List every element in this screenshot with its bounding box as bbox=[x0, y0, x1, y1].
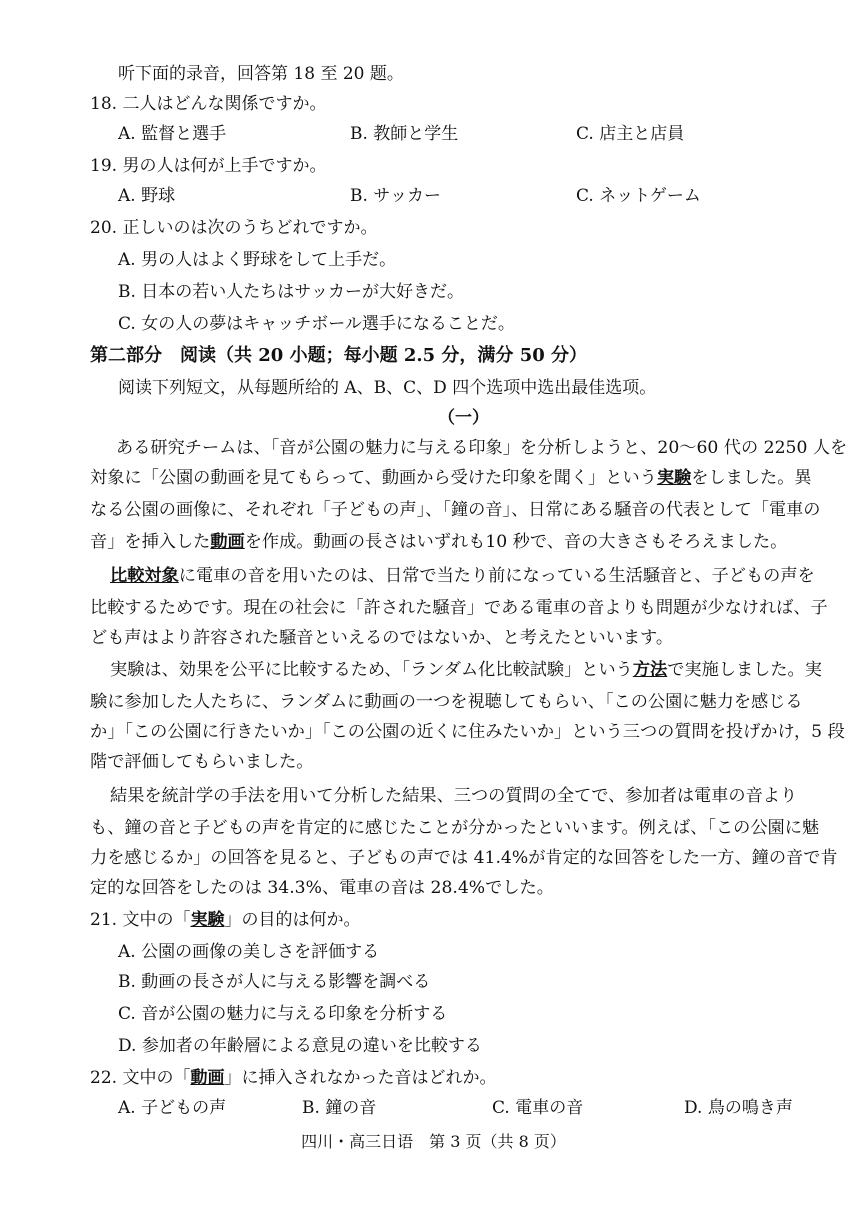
page-footer: 四川・高三日语 第 3 页（共 8 页） bbox=[301, 1132, 566, 1151]
passage-p1-line1: ある研究チームは、「音が公園の魅力に与える印象」を分析しようと、20～60 代の 2250 人を bbox=[116, 438, 848, 458]
q20-option-b: B. 日本の若い人たちはサッカーが大好きだ。 bbox=[118, 282, 464, 302]
passage-p3-line2: 験に参加した人たちに、ランダムに動画の一つを視聴してもらい、「この公園に魅力を感じる bbox=[90, 692, 803, 712]
passage-p4-line4: 定的な回答をしたのは 34.3%、電車の音は 28.4%でした。 bbox=[90, 878, 554, 898]
p1-l4-text-c: を作成。動画の長さはいずれも10 秒で、音の大きさもそろえました。 bbox=[244, 532, 788, 552]
q19-option-b: B. サッカー bbox=[350, 186, 441, 206]
q22-keyword: 動画 bbox=[190, 1068, 225, 1088]
p3-l1-text-a: 実験は、効果を公平に比較するため、「ランダム化比較試験」という bbox=[110, 660, 633, 680]
passage-p3-line1 bbox=[110, 658, 822, 682]
passage-p4-line3: 力を感じるか」の回答を見ると、子どもの声では 41.4%が肯定的な回答をした一方、鐘の音で肯 bbox=[90, 848, 838, 868]
q22-option-b: B. 鐘の音 bbox=[302, 1098, 377, 1118]
q21-option-a: A. 公園の画像の美しさを評価する bbox=[118, 942, 380, 962]
question-20: 20. 正しいのは次のうちどれですか。 bbox=[90, 218, 378, 238]
keyword-douga: 動画 bbox=[210, 532, 245, 552]
q19-option-c: C. ネットゲーム bbox=[576, 186, 701, 206]
p1-l2-text-c: をしました。異 bbox=[691, 468, 812, 488]
q21-option-b: B. 動画の長さが人に与える影響を調べる bbox=[118, 972, 431, 992]
passage-p1-line3: なる公園の画像に、それぞれ「子どもの声」、「鐘の音」、日常にある騒音の代表として「電車の bbox=[90, 500, 821, 520]
passage-p4-line2: も、鐘の音と子どもの声を肯定的に感じたことが分かったといいます。例えば、「この公園に魅 bbox=[90, 818, 820, 838]
q21-stem-c: 」の目的は何か。 bbox=[224, 910, 361, 930]
keyword-hikaku-taishou: 比較対象 bbox=[110, 566, 179, 586]
question-21 bbox=[90, 908, 360, 932]
q22-option-c: C. 電車の音 bbox=[492, 1098, 584, 1118]
passage-p1-line4 bbox=[90, 530, 787, 554]
passage-p4-line1: 結果を統計学の手法を用いて分析した結果、三つの質問の全てで、参加者は電車の音より bbox=[110, 786, 798, 806]
q20-option-c: C. 女の人の夢はキャッチボール選手になることだ。 bbox=[118, 314, 515, 334]
passage-p2-line1 bbox=[110, 564, 815, 588]
listening-intro: 听下面的录音，回答第 18 至 20 题。 bbox=[118, 64, 404, 84]
passage-p3-line4: 階で評価してもらいました。 bbox=[90, 752, 314, 772]
keyword-houhou: 方法 bbox=[632, 660, 668, 680]
part2-instruction: 阅读下列短文，从每题所给的 A、B、C、D 四个选项中选出最佳选项。 bbox=[118, 378, 657, 398]
part2-heading: 第二部分 阅读（共 20 小题；每小题 2.5 分，满分 50 分） bbox=[90, 345, 588, 366]
question-22 bbox=[90, 1066, 496, 1090]
p3-l1-text-c: で実施しました。実 bbox=[667, 660, 822, 680]
passage-number: （一） bbox=[438, 408, 489, 428]
q20-option-a: A. 男の人はよく野球をして上手だ。 bbox=[118, 250, 397, 270]
passage-p2-line3: ども声はより許容された騒音といえるのではないか、と考えたといいます。 bbox=[90, 628, 674, 648]
q18-option-b: B. 教師と学生 bbox=[350, 124, 459, 144]
passage-p1-line2 bbox=[90, 466, 812, 490]
question-19: 19. 男の人は何が上手ですか。 bbox=[90, 156, 327, 176]
passage-p3-line3: か」「この公園に行きたいか」「この公園の近くに住みたいか」という三つの質問を投げかけ，5 段 bbox=[90, 722, 845, 742]
p1-l2-text-a: 対象に「公園の動画を見てもらって、動画から受けた印象を聞く」という bbox=[90, 468, 657, 488]
p2-l1-text-b: に電車の音を用いたのは、日常で当たり前になっている生活騒音と、子どもの声を bbox=[178, 566, 815, 586]
q22-stem-a: 22. 文中の「 bbox=[90, 1068, 191, 1088]
q22-option-a: A. 子どもの声 bbox=[118, 1098, 227, 1118]
q21-option-d: D. 参加者の年齢層による意見の違いを比較する bbox=[118, 1036, 482, 1056]
q22-option-d: D. 鳥の鳴き声 bbox=[684, 1098, 793, 1118]
keyword-jikken: 実験 bbox=[656, 468, 692, 488]
q21-keyword: 実験 bbox=[190, 910, 225, 930]
q18-option-c: C. 店主と店員 bbox=[576, 124, 685, 144]
q18-option-a: A. 監督と選手 bbox=[118, 124, 227, 144]
q21-stem-a: 21. 文中の「 bbox=[90, 910, 191, 930]
question-18: 18. 二人はどんな関係ですか。 bbox=[90, 94, 327, 114]
q21-option-c: C. 音が公園の魅力に与える印象を分析する bbox=[118, 1004, 448, 1024]
q22-stem-c: 」に挿入されなかった音はどれか。 bbox=[224, 1068, 497, 1088]
q19-option-a: A. 野球 bbox=[118, 186, 176, 206]
passage-p2-line2: 比較するためです。現在の社会に「許された騒音」である電車の音よりも問題が少なければ、子 bbox=[90, 598, 828, 618]
p1-l4-text-a: 音」を挿入した bbox=[90, 532, 211, 552]
